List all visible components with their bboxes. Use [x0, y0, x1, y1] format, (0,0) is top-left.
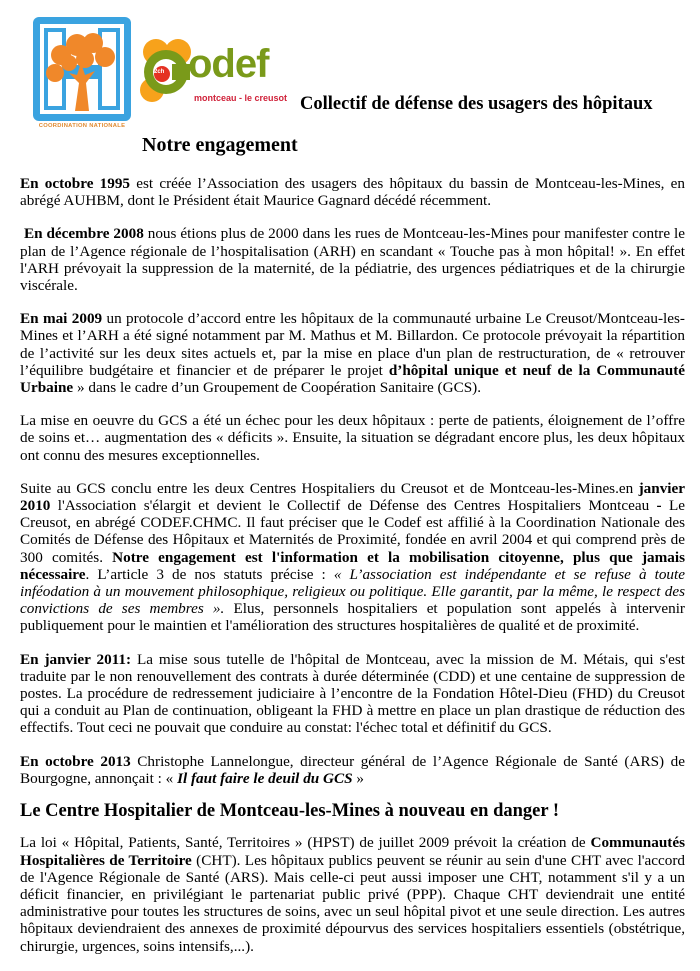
paragraph-gcs-failure: La mise en oeuvre du GCS a été un échec pour les deux hôpitaux : perte de patients, éloignement de l’offre de soins et… augmentation des « déficits ». Ensuite, la situation se dégradant encore plus, les deux hôpitaux ont connu des mesures exceptionnelles. [20, 412, 685, 464]
codef-subtitle: montceau - le creusot [194, 93, 288, 103]
codef-wordmark: odef [188, 42, 269, 86]
document-body [20, 175, 685, 971]
section-heading: Le Centre Hospitalier de Montceau-les-Mines à nouveau en danger ! [20, 801, 560, 822]
paragraph-2008: En décembre 2008 nous étions plus de 2000 dans les rues de Montceau-les-Mines pour manifester contre le plan de l’Agence régionale de l’hospitalisation (ARH) en scandant « Touche pas à mon hôpital! ». En effet l'ARH prévoyait la suppression de la maternité, de la pédiatrie, des urgences pédiatriques et de la chirurgie viscérale. [20, 225, 685, 295]
coordination-nationale-logo [31, 15, 133, 135]
page-title: Notre engagement [142, 134, 298, 156]
codef-badge: 2ch [154, 69, 165, 75]
paragraph-hpst: La loi « Hôpital, Patients, Santé, Territoires » (HPST) de juillet 2009 prévoit la création de Communautés Hospitalières de Territoire (CHT). Les hôpitaux publics peuvent se réunir au sein d'une CHT avec l'accord de l'Agence Régionale de Santé (ARS). Mais celle-ci peut aussi imposer une CHT, notamment s'il y a un déficit financier, en privilégiant le partenariat public privé (PPP). Chaque CHT deviendrait une entité administrative pour toutes les structures de soins, avec un seul hôpital pivot et une seule direction. Les autres hôpitaux deviendraient des annexes de proximité dépourvus des services hospitaliers essentiels (obstétrique, chirurgie, urgences, soins intensifs,...). [20, 834, 685, 955]
coordination-caption: COORDINATION NATIONALE [38, 123, 126, 129]
codef-logo [138, 38, 288, 110]
paragraph-2013: En octobre 2013 Christophe Lannelongue, directeur général de l’Agence Régionale de Santé (ARS) de Bourgogne, annonçait : « Il faut faire le deuil du GCS » [20, 752, 685, 787]
header-title: Collectif de défense des usagers des hôpitaux [300, 94, 653, 114]
paragraph-2009: En mai 2009 un protocole d’accord entre les hôpitaux de la communauté urbaine Le Creusot/Montceau-les-Mines et l’ARH a été signé notamment par M. Mathus et M. Billardon. Ce protocole prévoyait la répartition de l’activité sur les deux sites actuels et, par la mise en place d'un plan de restructuration, de « retrouver l’équilibre budgétaire et financier et de préparer le projet d’hôpital unique et neuf de la Communauté Urbaine » dans le cadre d’un Groupement de Coopération Sanitaire (GCS). [20, 310, 685, 397]
paragraph-1995: En octobre 1995 est créée l’Association des usagers des hôpitaux du bassin de Montceau-les-Mines, en abrégé AUHBM, dont le Président était Maurice Gagnard décédé récemment. [20, 175, 686, 210]
paragraph-2011: En janvier 2011: La mise sous tutelle de l'hôpital de Montceau, avec la mission de M. Métais, qui s'est traduite par le non renouvellement des contrats à durée déterminée (CDD) et une centaine de suppression de postes. La procédure de redressement judiciaire à l’encontre de la Fondation Hôtel-Dieu (FHD) du Creusot qui a conduit au Plan de continuation, obligeant la FHD à mettre en place un plan drastique de réduction des effectifs. Tout ceci ne pouvait que conduire au constat: l'échec total et définitif du GCS. [20, 650, 685, 737]
paragraph-2010: Suite au GCS conclu entre les deux Centres Hospitaliers du Creusot et de Montceau-les-Mines.en janvier 2010 l'Association s'élargit et devient le Collectif de Défense des Centres Hospitaliers Montceau - Le Creusot, en abrégé CODEF.CHMC. Il faut préciser que le Codef est affilié à la Coordination Nationale des Comités de Défense des Hôpitaux et Maternités de Proximité, fondée en avril 2004 et qui comprend près de 300 comités. Notre engagement est l'information et la mobilisation citoyenne, plus que jamais nécessaire. L’article 3 de nos statuts précise : « L’association est indépendante et se refuse à toute inféodation à un mouvement philosophique, religieux ou politique. Elle garantit, par la même, le respect des convictions de ses membres ». Elus, personnels hospitaliers et population sont appelés à intervenir publiquement pour le maintien et l'amélioration des structures hospitalières de qualité et de proximité. [20, 479, 685, 635]
